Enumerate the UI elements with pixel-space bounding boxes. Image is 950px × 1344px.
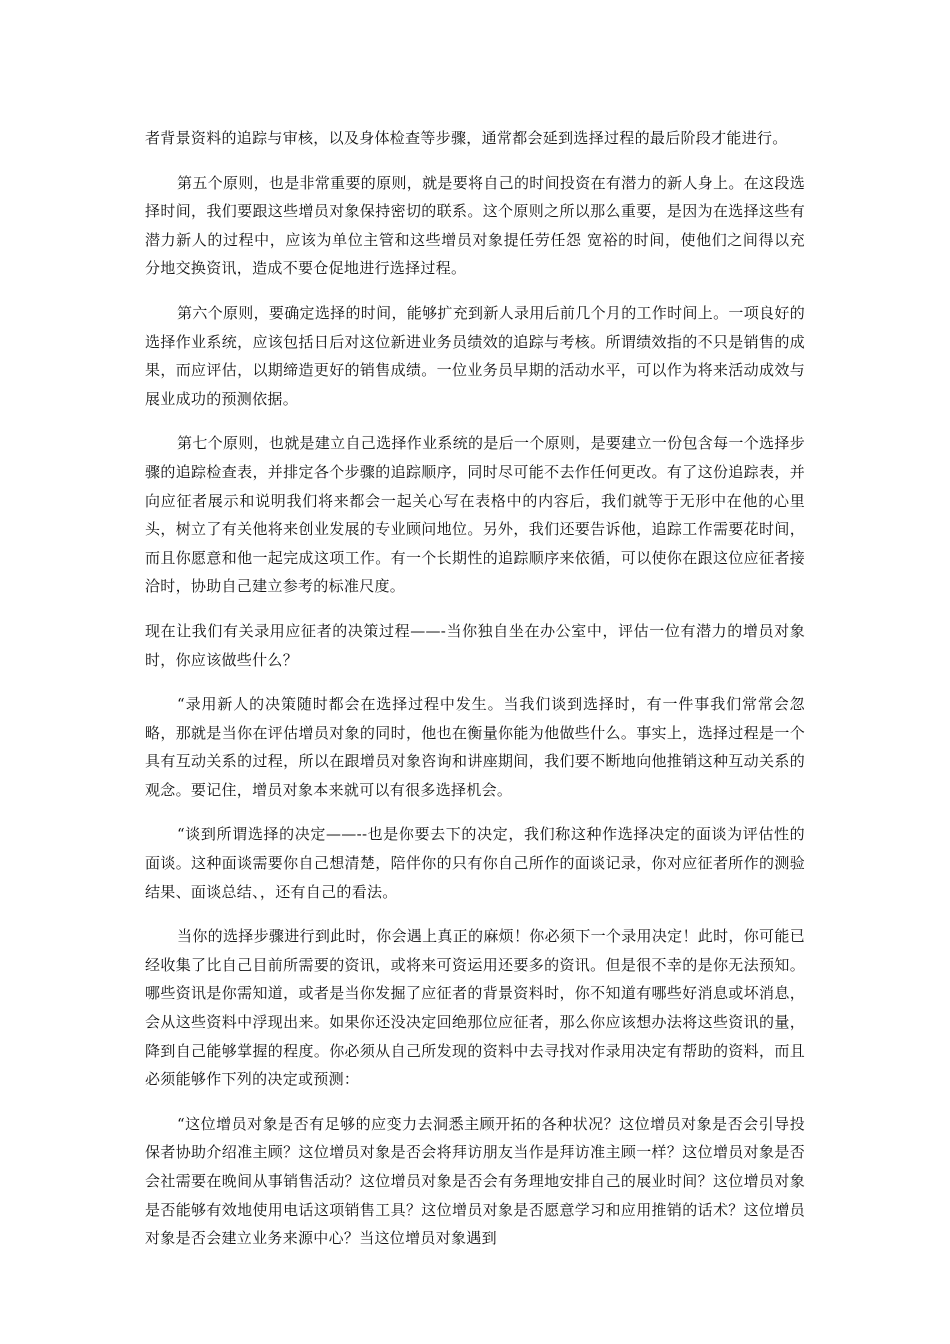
paragraph-4: 第七个原则，也就是建立自己选择作业系统的是后一个原则，是要建立一份包含每一个选择步骤的追踪检查表，并排定各个步骤的追踪顺序，同时尽可能不去作任何更改。有了这份追踪表，并向应征者展示和说明我们将来都会一起关心写在表格中的内容后，我们就等于无形中在他的心里头，树立了有关他将来创业发展的专业顾问地位。另外，我们还要告诉他，追踪工作需要花时间，而且你愿意和他一起完成这项工作。有一个长期性的追踪顺序来依循，可以使你在跟这位应征者接洽时，协助自己建立参考的标准尺度。 xyxy=(145,434,805,596)
paragraph-2: 第五个原则，也是非常重要的原则，就是要将自己的时间投资在有潜力的新人身上。在这段选择时间，我们要跟这些增员对象保持密切的联系。这个原则之所以那么重要，是因为在选择这些有潜力新人的过程中，应该为单位主管和这些增员对象提任劳任怨 宽裕的时间，使他们之间得以充分地交换资讯，造成不要仓促地进行选择过程。 xyxy=(145,173,805,278)
paragraph-9: “这位增员对象是否有足够的应变力去洞悉主顾开拓的各种状况？这位增员对象是否会引导投保者协助介绍准主顾？这位增员对象是否会将拜访朋友当作是拜访准主顾一样？这位增员对象是否会社需要在晚间从事销售活动？这位增员对象是否会有务理地安排自己的展业时间？这位增员对象是否能够有效地使用电话这项销售工具？这位增员对象是否愿意学习和应用推销的话术？这位增员对象是否会建立业务来源中心？当这位增员对象遇到 xyxy=(145,1114,805,1248)
paragraph-6: “录用新人的决策随时都会在选择过程中发生。当我们谈到选择时，有一件事我们常常会忽略，那就是当你在评估增员对象的同时，他也在衡量你能为他做些什么。事实上，选择过程是一个具有互动关系的过程，所以在跟增员对象咨询和讲座期间，我们要不断地向他推销这种互动关系的观念。要记住，增员对象本来就可以有很多选择机会。 xyxy=(145,695,805,799)
paragraph-7: “谈到所谓选择的决定——--也是你要去下的决定，我们称这种作选择决定的面谈为评估性的面谈。这种面谈需要你自己想清楚，陪伴你的只有你自己所作的面谈记录，你对应征者所作的测验结果、面谈总结、，还有自己的看法。 xyxy=(145,825,805,901)
paragraph-3: 第六个原则，要确定选择的时间，能够扩充到新人录用后前几个月的工作时间上。一项良好的选择作业系统，应该包括日后对这位新进业务员绩效的追踪与考核。所谓绩效指的不只是销售的成果，而应评估，以期缔造更好的销售成绩。一位业务员早期的活动水平，可以作为将来活动成效与展业成功的预测依据。 xyxy=(145,303,805,408)
paragraph-8: 当你的选择步骤进行到此时，你会遇上真正的麻烦！你必须下一个录用决定！此时，你可能已经收集了比自己目前所需要的资讯，或将来可资运用还要多的资讯。但是很不幸的是你无法预知。哪些资讯是你需知道，或者是当你发掘了应征者的背景资料时，你不知道有哪些好消息或坏消息，会从这些资料中浮现出来。如果你还没决定回绝那位应征者，那么你应该想办法将这些资讯的量，降到自己能够掌握的程度。你必须从自己所发现的资料中去寻找对作录用决定有帮助的资料，而且必须能够作下列的决定或预测： xyxy=(145,927,805,1089)
paragraph-5: 现在让我们有关录用应征者的决策过程——-当你独自坐在办公室中，评估一位有潜力的增员对象时，你应该做些什么？ xyxy=(145,621,805,669)
document-body xyxy=(145,124,805,1269)
paragraph-1: 者背景资料的追踪与审核，以及身体检查等步骤，通常都会延到选择过程的最后阶段才能进行。 xyxy=(145,129,788,147)
